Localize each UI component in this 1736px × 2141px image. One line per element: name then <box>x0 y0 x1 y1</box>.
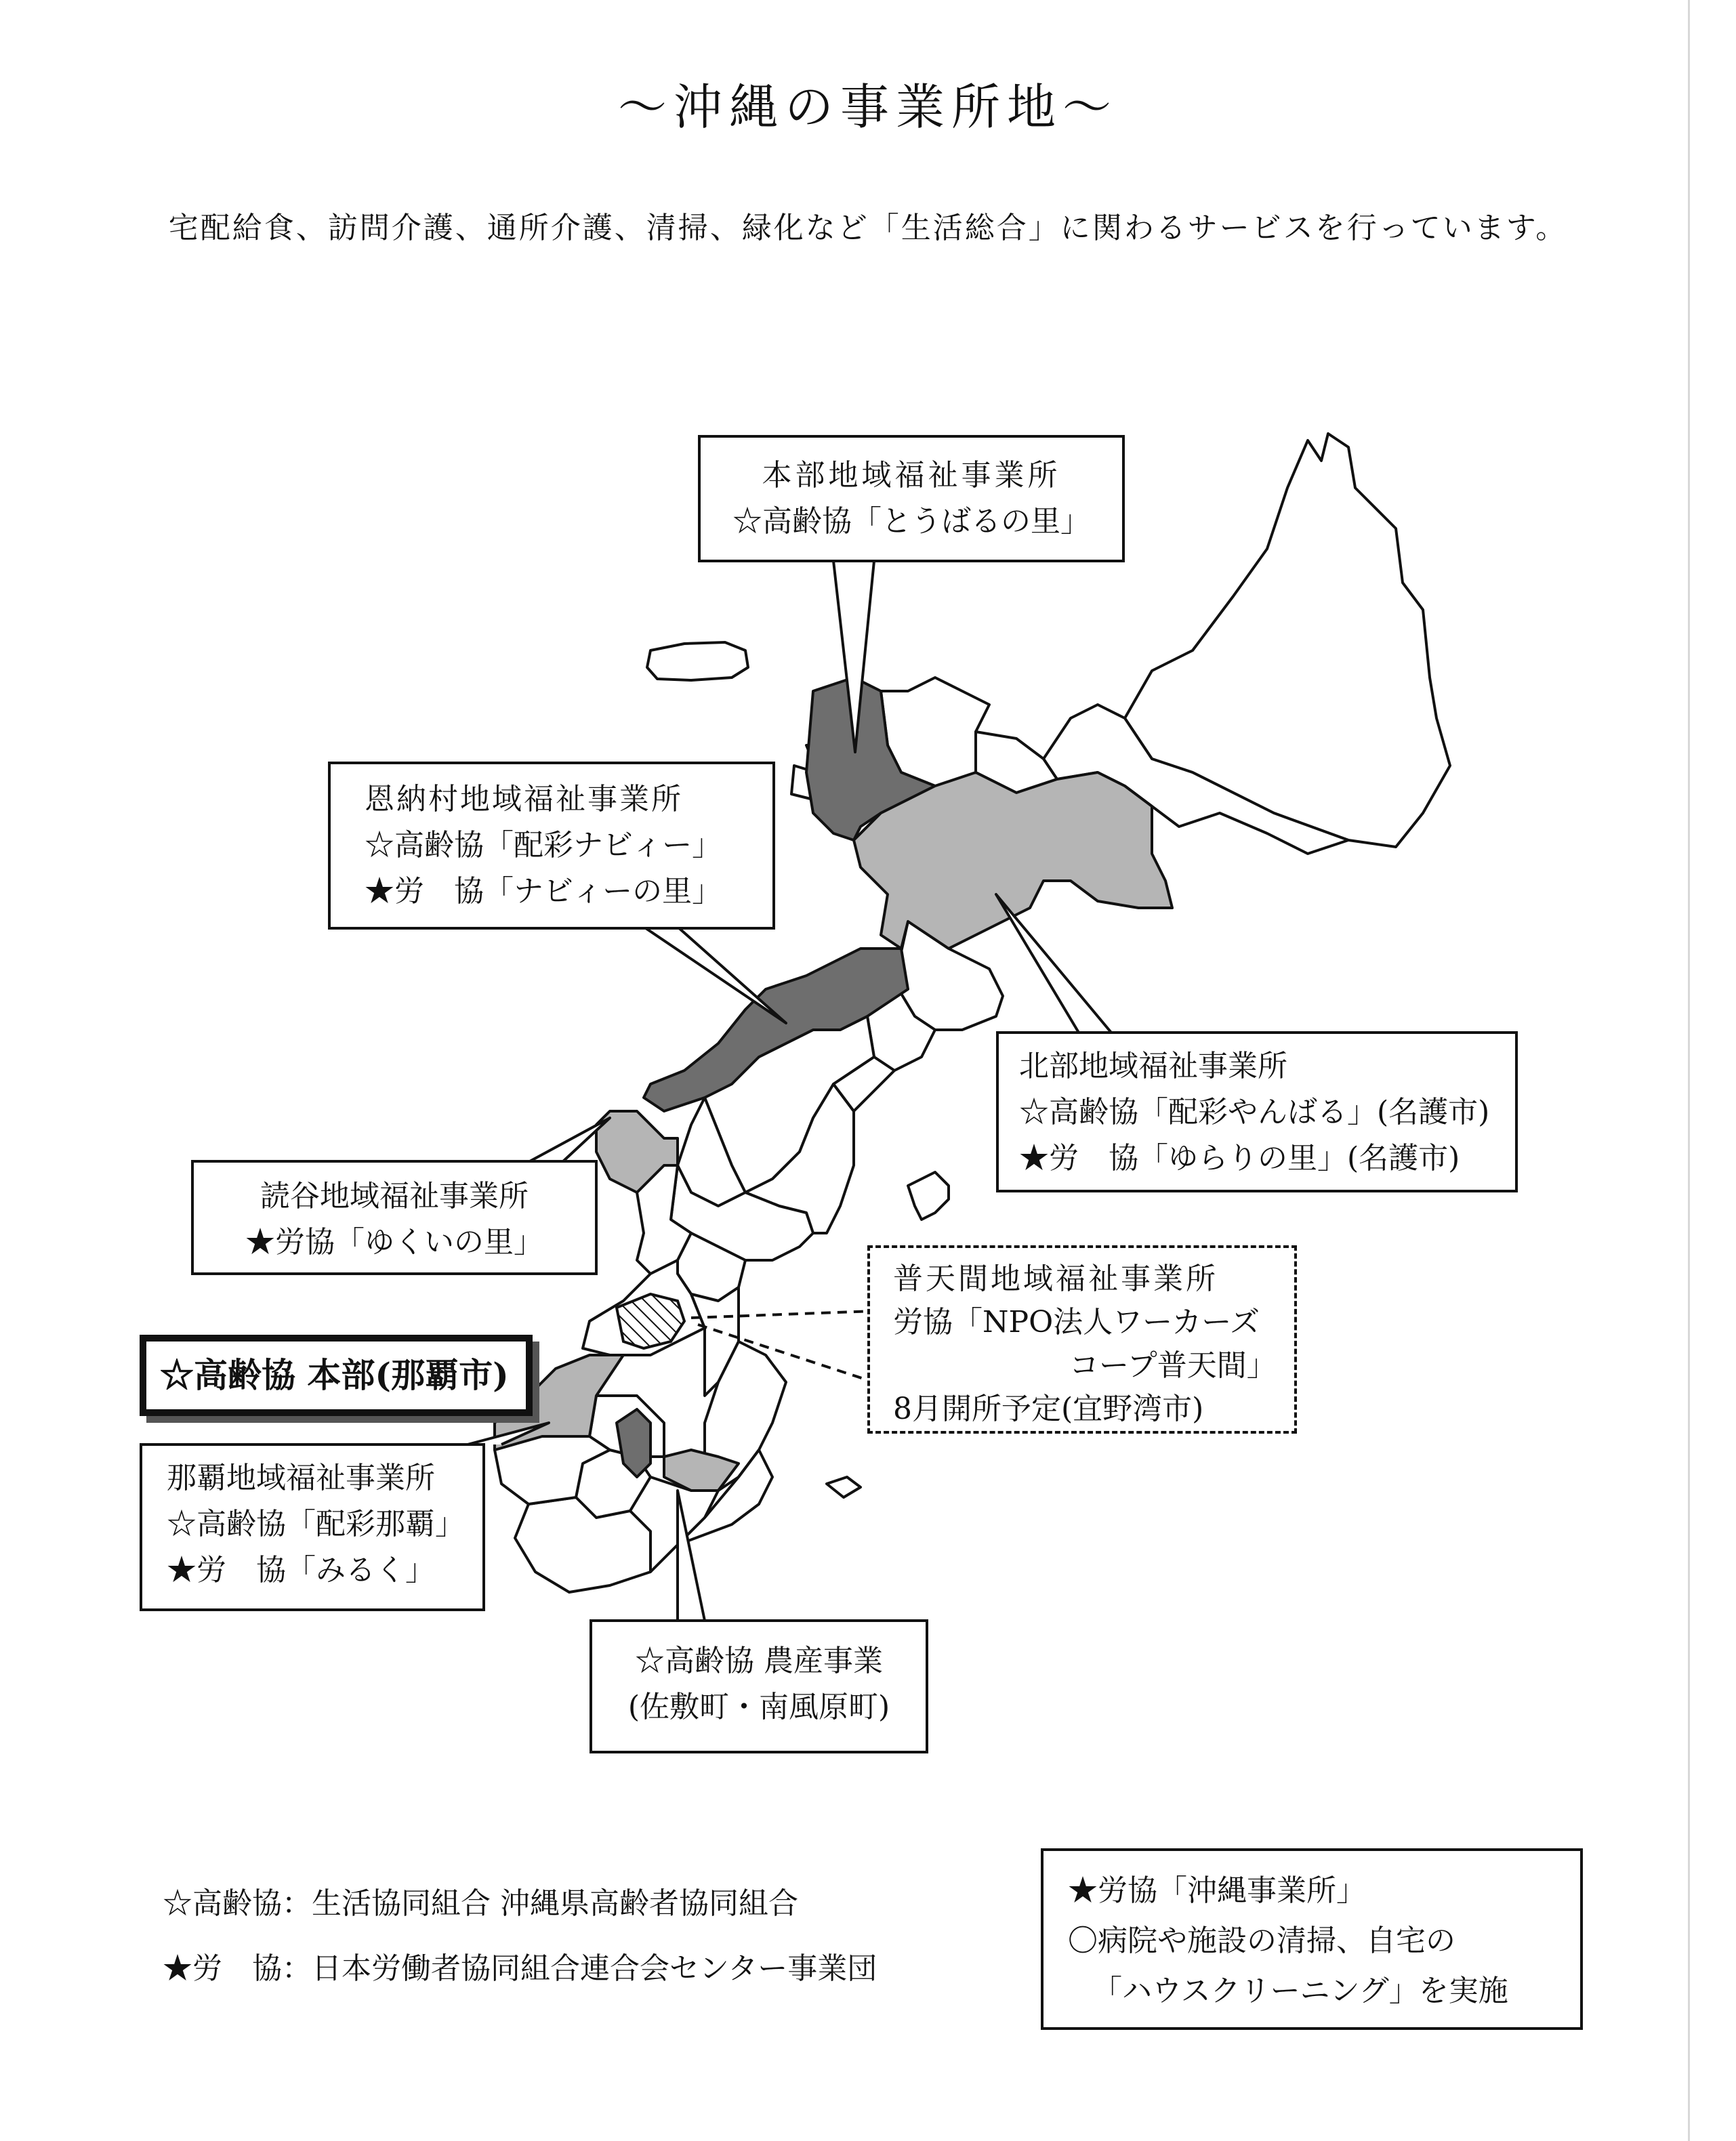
farm-office-line1: (佐敷町・南風原町) <box>627 1690 890 1724</box>
rokyo-okinawa-note <box>1041 1848 1583 2030</box>
onna-office-line1: ☆高齢協「配彩ナビィー」 <box>365 828 722 862</box>
hokubu-office-line2: ★労 協「ゆらりの里」(名護市) <box>1019 1141 1460 1176</box>
ie-island <box>647 642 748 680</box>
onna-office-name: 恩納村地域福祉事業所 <box>365 782 683 816</box>
note-line2: 〇病院や施設の清掃、自宅の <box>1068 1924 1455 1958</box>
farm-office-box <box>590 1619 928 1753</box>
hokubu-callout-pointer <box>996 894 1111 1033</box>
hokubu-office-name: 北部地域福祉事業所 <box>1019 1049 1287 1083</box>
futenma-office-box <box>867 1245 1297 1434</box>
motobu-office-line1: ☆高齢協「とうばるの里」 <box>732 504 1090 539</box>
headquarters-text: ☆高齢協 本部(那覇市) <box>160 1355 509 1395</box>
yomitan-office-line1: ★労協「ゆくいの里」 <box>245 1225 543 1260</box>
headquarters-label <box>140 1335 533 1416</box>
note-line1: ★労協「沖縄事業所」 <box>1068 1873 1366 1908</box>
onna-office-box <box>328 762 775 930</box>
naha-office-box <box>140 1443 485 1611</box>
page-title: ～沖縄の事業所地～ <box>617 79 1118 136</box>
legend-koreikyo: ☆高齢協：生活協同組合 沖縄県高齢者協同組合 <box>163 1886 798 1921</box>
naha-office-line1: ☆高齢協「配彩那覇」 <box>167 1507 465 1541</box>
futenma-office-line1: 労協「NPO法人ワーカーズ <box>893 1305 1260 1339</box>
motobu-office-name: 本部地域福祉事業所 <box>762 458 1061 493</box>
onna-office-line2: ★労 協「ナビィーの里」 <box>365 874 722 909</box>
tsuken-island <box>908 1172 949 1220</box>
motobu-office-box <box>698 435 1125 562</box>
onna-callout-pointer <box>644 927 786 1023</box>
yomitan-office-name: 読谷地域福祉事業所 <box>260 1179 529 1213</box>
naha-office-name: 那覇地域福祉事業所 <box>167 1461 435 1495</box>
futenma-office-name: 普天間地域福祉事業所 <box>893 1262 1218 1296</box>
hokubu-office-box <box>996 1031 1518 1192</box>
hokubu-office-line1: ☆高齢協「配彩やんばる」(名護市) <box>1019 1095 1490 1129</box>
kudaka-island <box>827 1477 861 1497</box>
futenma-office-line2: コープ普天間」 <box>1069 1348 1277 1383</box>
naha-office-line2: ★労 協「みるく」 <box>167 1553 435 1587</box>
futenma-office-line3: 8月開所予定(宜野湾市) <box>893 1392 1204 1426</box>
legend-rokyo: ★労 協：日本労働者協同組合連合会センター事業団 <box>163 1951 877 1986</box>
page-subtitle: 宅配給食、訪問介護、通所介護、清掃、緑化など「生活総合」に関わるサービスを行っています。 <box>168 211 1568 245</box>
note-line3: 「ハウスクリーニング」を実施 <box>1092 1974 1508 2008</box>
yomitan-office-box <box>191 1160 598 1275</box>
farm-office-name: ☆高齢協 農産事業 <box>635 1644 883 1678</box>
